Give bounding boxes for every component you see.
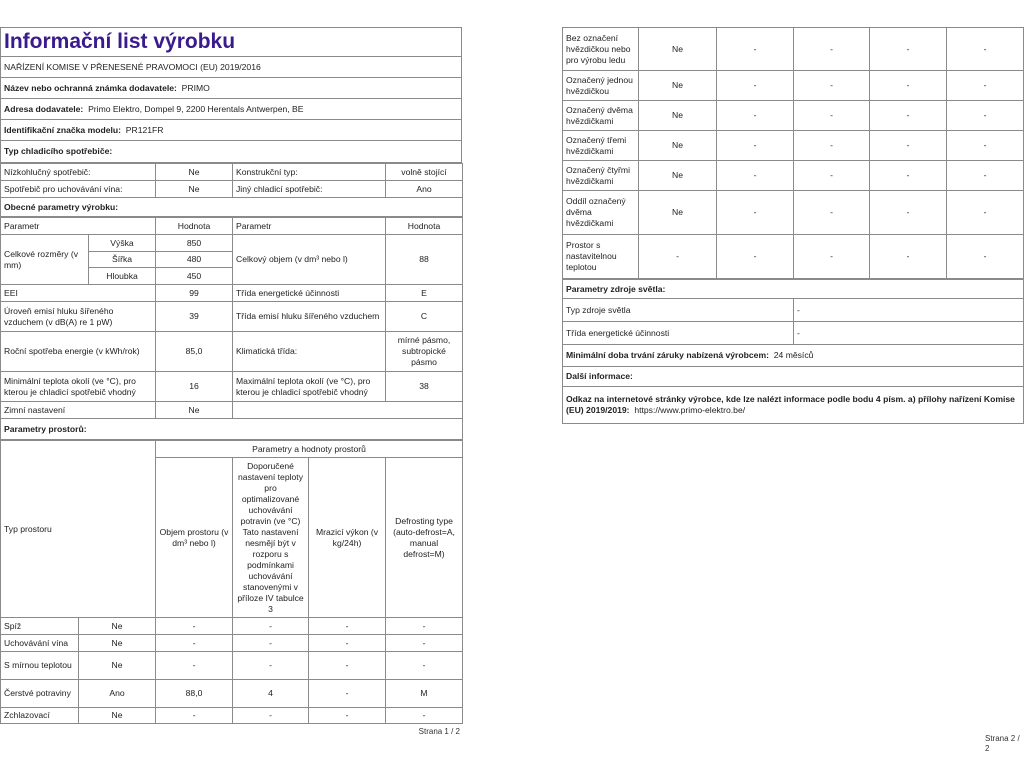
- column-header: Hodnota: [156, 218, 233, 235]
- cell: -: [639, 235, 717, 279]
- cell: Klimatická třída:: [233, 332, 386, 372]
- cell: -: [717, 131, 794, 161]
- cell: Označený jednou hvězdičkou: [563, 71, 639, 101]
- cell: -: [309, 680, 386, 708]
- space-row: [1, 680, 463, 708]
- cell: -: [947, 101, 1024, 131]
- cell: -: [870, 71, 947, 101]
- warranty-label: Minimální doba trvání záruky nabízená výrobcem:: [566, 350, 769, 360]
- cell: Ne: [156, 181, 233, 198]
- cell: Ano: [386, 181, 463, 198]
- cell: -: [870, 101, 947, 131]
- cell: -: [233, 652, 309, 680]
- cell: Třída emisí hluku šířeného vzduchem: [233, 302, 386, 332]
- cell: Ne: [639, 71, 717, 101]
- supplier-value: PRIMO: [181, 82, 210, 93]
- cell: 85,0: [156, 332, 233, 372]
- cell: -: [794, 131, 870, 161]
- space-heading: Parametry prostorů:: [1, 419, 463, 440]
- cell: -: [794, 299, 1024, 322]
- cell: -: [386, 618, 463, 635]
- space-row: [1, 618, 463, 635]
- space-row: [563, 131, 1024, 161]
- cell: Ne: [156, 164, 233, 181]
- column-header: Defrosting type (auto-defrost=A, manual defrost=M): [386, 458, 463, 618]
- cell: -: [233, 708, 309, 724]
- cell: -: [233, 618, 309, 635]
- cell: Výška: [89, 235, 156, 252]
- cell: -: [233, 635, 309, 652]
- cell: Ne: [79, 708, 156, 724]
- link-label: Odkaz na internetové stránky výrobce, kde lze nalézt informace podle bodu 4 písm. a) přílohy nařízení Komise (EU) 2019/2019:: [566, 394, 1015, 415]
- cell: -: [386, 708, 463, 724]
- cell: -: [156, 618, 233, 635]
- volume-value: 88: [386, 235, 463, 285]
- cell: Ano: [79, 680, 156, 708]
- cell: M: [386, 680, 463, 708]
- column-header: Objem prostoru (v dm³ nebo l): [156, 458, 233, 618]
- page-number: Strana 2 / 2: [985, 734, 1020, 753]
- cell: E: [386, 285, 463, 302]
- cell: Ne: [639, 131, 717, 161]
- column-header: Hodnota: [386, 218, 463, 235]
- link-row: [563, 387, 1024, 424]
- address-row: [1, 99, 462, 120]
- space-row: [563, 71, 1024, 101]
- cell: Čerstvé potraviny: [1, 680, 79, 708]
- address-value: Primo Elektro, Dompel 9, 2200 Herentals Antwerpen, BE: [88, 103, 304, 114]
- model-value: PR121FR: [125, 124, 164, 135]
- cell: Ne: [79, 652, 156, 680]
- light-table: [562, 279, 1024, 424]
- warranty-value: 24 měsíců: [773, 350, 814, 360]
- cell: volně stojící: [386, 164, 463, 181]
- cell: -: [156, 635, 233, 652]
- cell: Typ zdroje světla: [563, 299, 794, 322]
- cell: Uchovávání vína: [1, 635, 79, 652]
- cell: 38: [386, 372, 463, 402]
- space-row: [563, 191, 1024, 235]
- cell: Roční spotřeba energie (v kWh/rok): [1, 332, 156, 372]
- cell: 4: [233, 680, 309, 708]
- cell: Spíž: [1, 618, 79, 635]
- cell: -: [947, 71, 1024, 101]
- column-header: Doporučené nastavení teploty pro optimalizované uchovávání potravin (ve °C) Tato nastavení nesmějí být v rozporu s podmínkami uchovávání stanovenými v příloze IV tabulce 3: [233, 458, 309, 618]
- general-heading: Obecné parametry výrobku:: [1, 198, 463, 217]
- cell: Šířka: [89, 252, 156, 268]
- cell: -: [794, 191, 870, 235]
- regulation: NAŘÍZENÍ KOMISE V PŘENESENÉ PRAVOMOCI (EU) 2019/2016: [1, 57, 462, 78]
- cell: Prostor s nastavitelnou teplotou: [563, 235, 639, 279]
- cell: 850: [156, 235, 233, 252]
- cell: 99: [156, 285, 233, 302]
- column-header: Parametr: [233, 218, 386, 235]
- more-heading: Další informace:: [563, 367, 1024, 387]
- space-type-header: Typ prostoru: [1, 441, 156, 618]
- cell: S mírnou teplotou: [1, 652, 79, 680]
- cell: Minimální teplota okolí (ve °C), pro kterou je chladicí spotřebič vhodný: [1, 372, 156, 402]
- cell: -: [947, 235, 1024, 279]
- model-label: Identifikační značka modelu:: [4, 124, 121, 135]
- cell: Spotřebič pro uchovávání vína:: [1, 181, 156, 198]
- cell: Označený čtyřmi hvězdičkami: [563, 161, 639, 191]
- light-heading: Parametry zdroje světla:: [563, 280, 1024, 299]
- cell: Ne: [639, 191, 717, 235]
- cell: -: [386, 652, 463, 680]
- cell: -: [794, 28, 870, 71]
- cell: Zchlazovací: [1, 708, 79, 724]
- cell: -: [870, 161, 947, 191]
- cell: -: [947, 191, 1024, 235]
- column-header: Parametr: [1, 218, 156, 235]
- page-1: [0, 27, 462, 737]
- type-heading: Typ chladicího spotřebiče:: [1, 141, 462, 163]
- supplier-label: Název nebo ochranná známka dodavatele:: [4, 82, 177, 93]
- manufacturer-link[interactable]: https://www.primo-elektro.be/: [634, 405, 746, 415]
- cell: Hloubka: [89, 268, 156, 285]
- space-group-header: Parametry a hodnoty prostorů: [156, 441, 463, 458]
- cell: Úroveň emisí hluku šířeného vzduchem (v dB(A) re 1 pW): [1, 302, 156, 332]
- cell: -: [309, 618, 386, 635]
- cell: Oddíl označený dvěma hvězdičkami: [563, 191, 639, 235]
- cell: -: [309, 652, 386, 680]
- cell: -: [870, 28, 947, 71]
- volume-label: Celkový objem (v dm³ nebo l): [233, 235, 386, 285]
- cell: -: [947, 131, 1024, 161]
- cell: Jiný chladicí spotřebič:: [233, 181, 386, 198]
- cell: Ne: [639, 161, 717, 191]
- supplier-row: [1, 78, 462, 99]
- header-table: [0, 27, 462, 163]
- dims-label: Celkové rozměry (v mm): [1, 235, 89, 285]
- page-title: Informační list výrobku: [1, 28, 462, 57]
- cell: Nízkohlučný spotřebič:: [1, 164, 156, 181]
- space-table: [0, 440, 463, 724]
- cell: Maximální teplota okolí (ve °C), pro kterou je chladicí spotřebič vhodný: [233, 372, 386, 402]
- model-row: [1, 120, 462, 141]
- cell: Třída energetické účinnosti: [563, 322, 794, 345]
- empty-cell: [233, 402, 463, 419]
- cell: -: [794, 71, 870, 101]
- cell: -: [717, 101, 794, 131]
- cell: -: [794, 235, 870, 279]
- space-row: [1, 652, 463, 680]
- cell: Ne: [79, 635, 156, 652]
- cell: 16: [156, 372, 233, 402]
- space-row: [563, 101, 1024, 131]
- space-table-2: [562, 27, 1024, 279]
- cell: Ne: [79, 618, 156, 635]
- cell: -: [156, 708, 233, 724]
- space-row: [563, 235, 1024, 279]
- cell: -: [309, 708, 386, 724]
- cell: -: [870, 131, 947, 161]
- cell: 88,0: [156, 680, 233, 708]
- cell: Ne: [639, 101, 717, 131]
- cell: Označený třemi hvězdičkami: [563, 131, 639, 161]
- space-row: [563, 28, 1024, 71]
- warranty-row: [563, 345, 1024, 367]
- cell: -: [870, 235, 947, 279]
- space-row: [1, 708, 463, 724]
- cell: Bez označení hvězdičkou nebo pro výrobu ledu: [563, 28, 639, 71]
- cell: -: [156, 652, 233, 680]
- cell: -: [717, 71, 794, 101]
- cell: 450: [156, 268, 233, 285]
- page-number: Strana 1 / 2: [418, 727, 460, 736]
- cell: -: [717, 161, 794, 191]
- cell: -: [794, 161, 870, 191]
- cell: -: [947, 28, 1024, 71]
- cell: -: [717, 235, 794, 279]
- general-table: [0, 217, 463, 440]
- cell: -: [717, 191, 794, 235]
- page-2: [562, 27, 1023, 424]
- cell: -: [794, 101, 870, 131]
- cell: -: [794, 322, 1024, 345]
- cell: -: [386, 635, 463, 652]
- space-row: [563, 161, 1024, 191]
- type-table: [0, 163, 463, 217]
- cell: Třída energetické účinnosti: [233, 285, 386, 302]
- cell: 39: [156, 302, 233, 332]
- cell: Konstrukční typ:: [233, 164, 386, 181]
- cell: Ne: [639, 28, 717, 71]
- space-row: [1, 635, 463, 652]
- cell: -: [947, 161, 1024, 191]
- cell: -: [870, 191, 947, 235]
- cell: Zimní nastavení: [1, 402, 156, 419]
- cell: 480: [156, 252, 233, 268]
- address-label: Adresa dodavatele:: [4, 103, 84, 114]
- cell: C: [386, 302, 463, 332]
- cell: mírné pásmo, subtropické pásmo: [386, 332, 463, 372]
- cell: Ne: [156, 402, 233, 419]
- cell: -: [717, 28, 794, 71]
- column-header: Mrazicí výkon (v kg/24h): [309, 458, 386, 618]
- cell: EEI: [1, 285, 156, 302]
- cell: -: [309, 635, 386, 652]
- cell: Označený dvěma hvězdičkami: [563, 101, 639, 131]
